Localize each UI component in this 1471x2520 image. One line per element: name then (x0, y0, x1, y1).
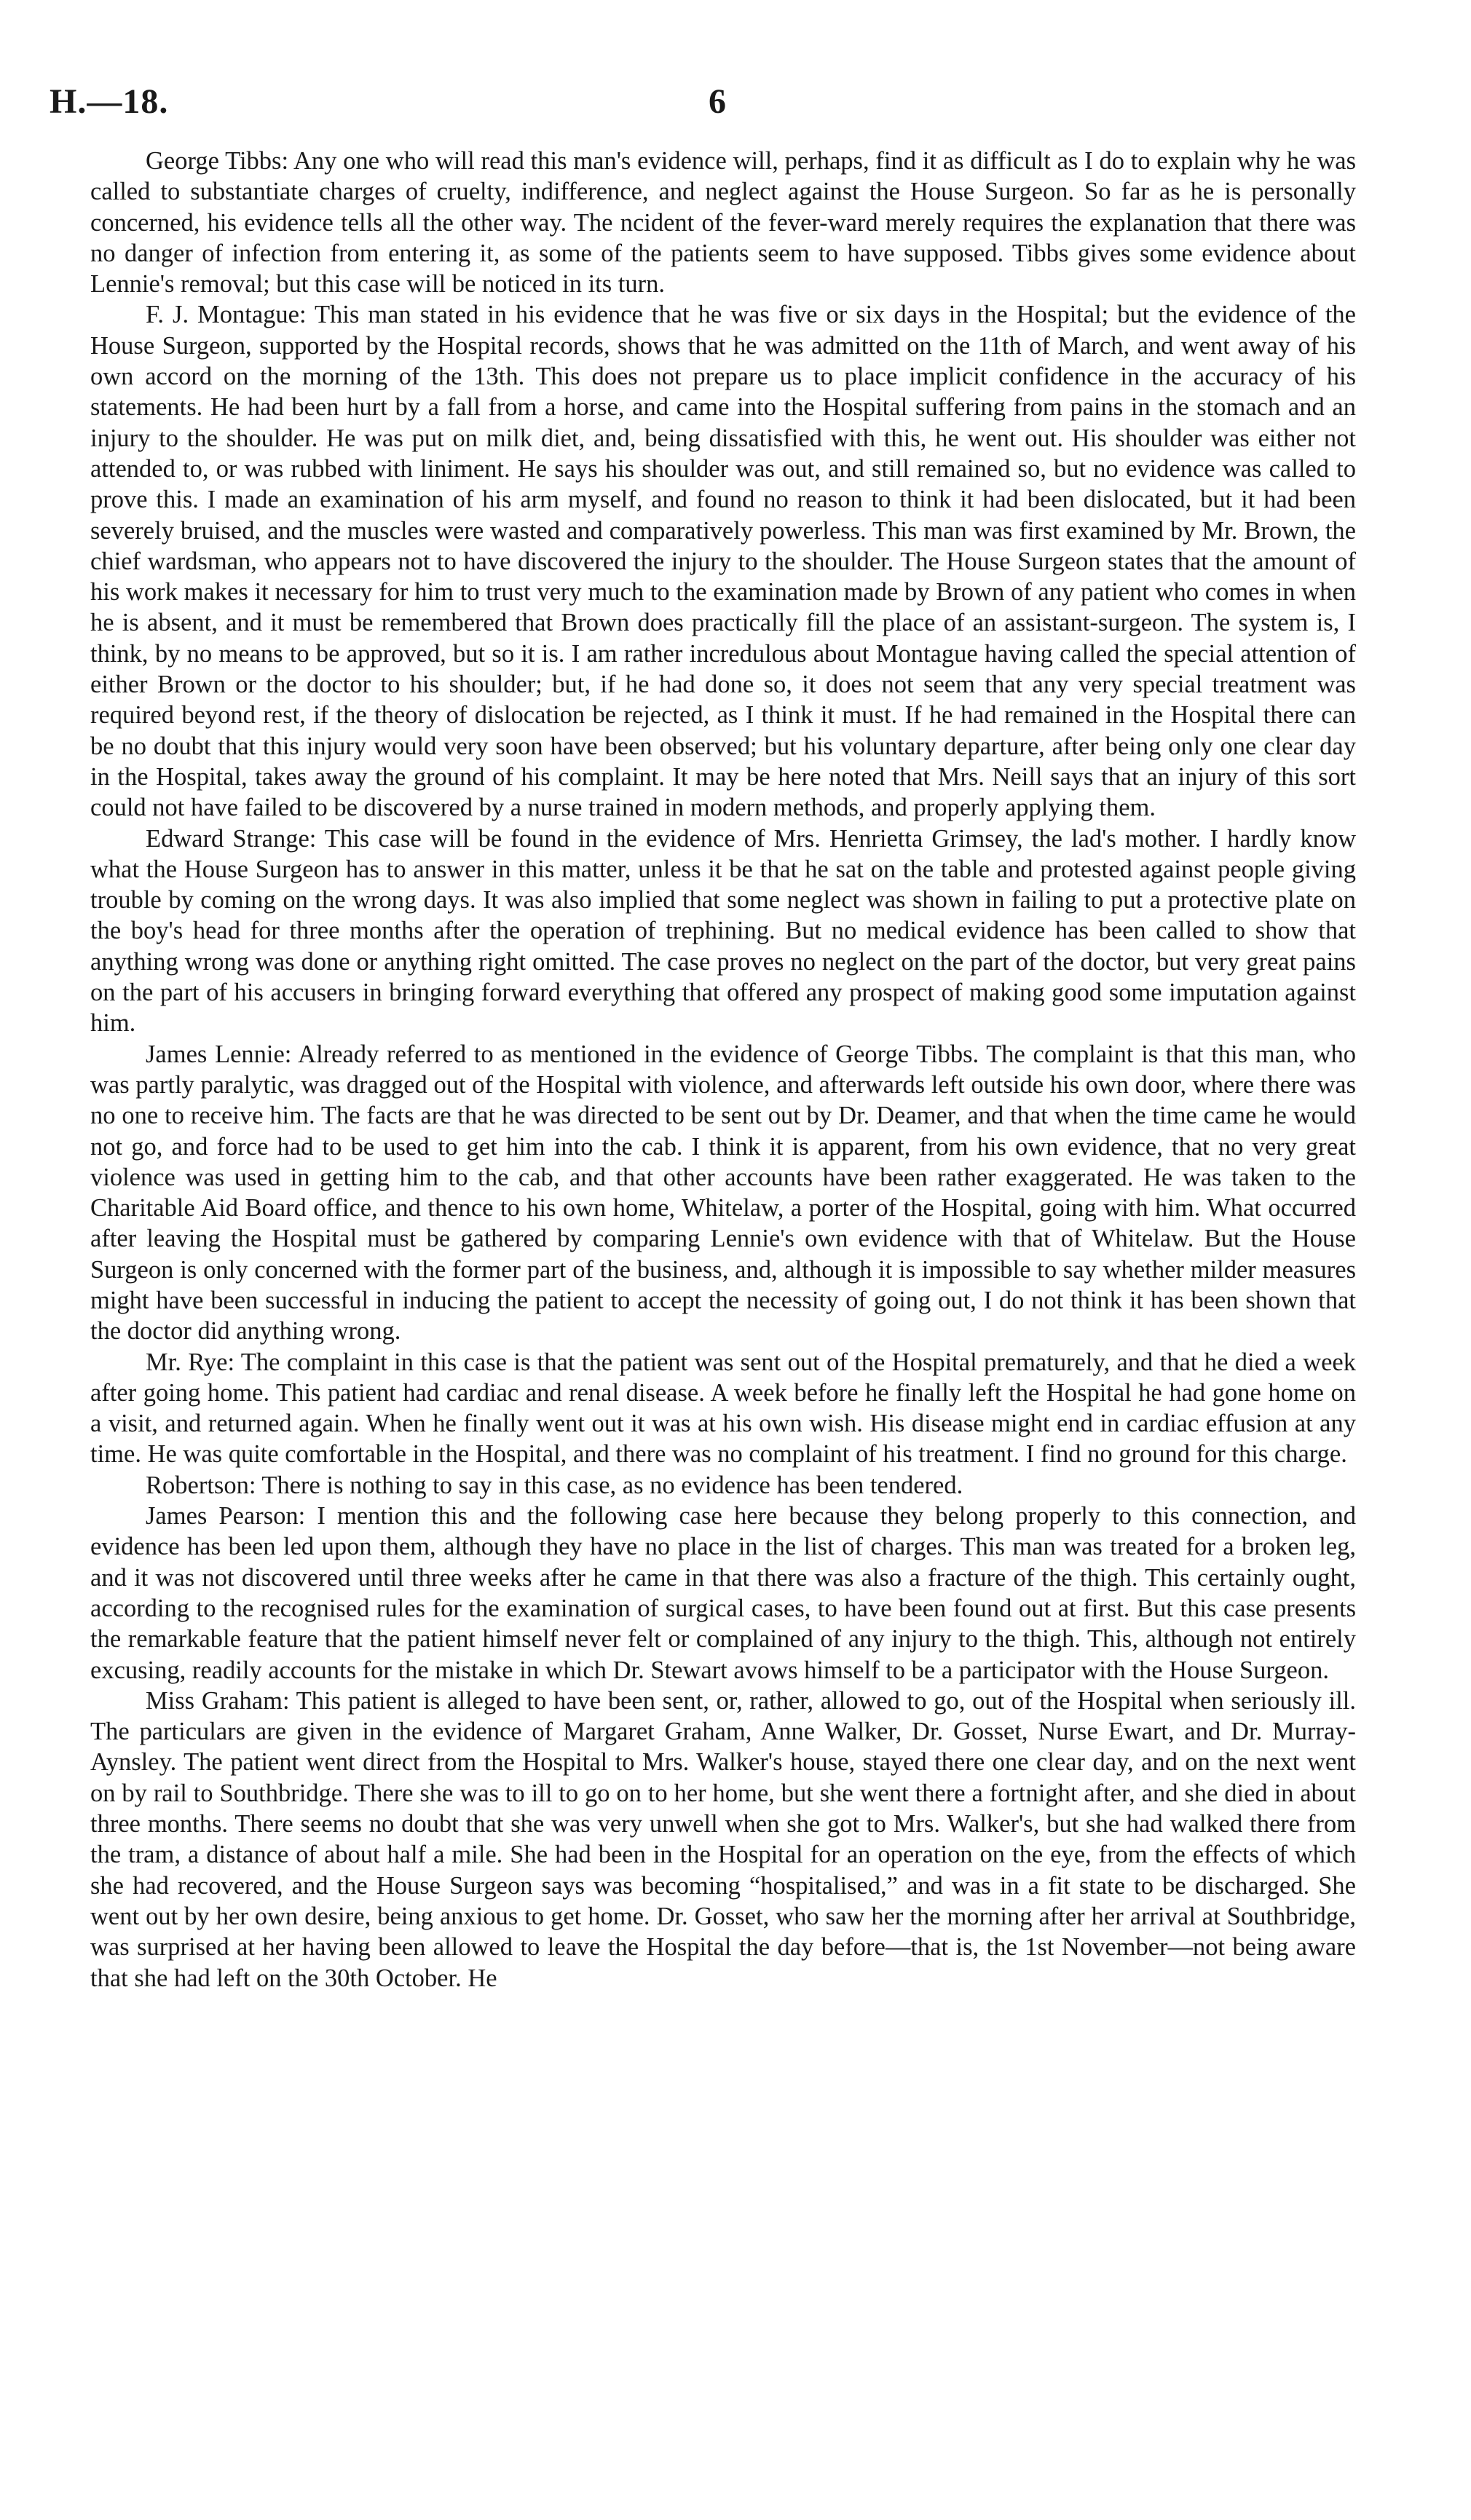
document-id: H.—18. (50, 82, 169, 121)
paragraph-text: : This man stated in his evidence that he was five or six days in the Hospital; but the evidence of the House Surgeon, supported by the Hospital records, shows that he was admitted on the 11th of March, and went away of his own accord on the morning of the 13th. This does not prepare us to place implicit confidence in the accuracy of his statements. He had been hurt by a fall from a horse, and came into the Hospital suffering from pains in the stomach and an injury to the shoulder. He was put on milk diet, and, being dissatisfied with this, he went out. His shoulder was either not attended to, or was rubbed with liniment. He says his shoulder was out, and still remained so, but no evidence was called to prove this. I made an examination of his arm myself, and found no reason to think it had been dislocated, but it had been severely bruised, and the muscles were wasted and comparatively powerless. This man was first examined by Mr. Brown, the chief wardsman, who appears not to have discovered the injury to the shoulder. The House Surgeon states that the amount of his work makes it necessary for him to trust very much to the examination made by Brown of any patient who comes in when he is absent, and it must be remembered that Brown does practically fill the place of an assistant-surgeon. The system is, I think, by no means to be approved, but so it is. I am rather incredulous about Montague having called the special attention of either Brown or the doctor to his shoulder; but, if he had done so, it does not seem that any very special treatment was required beyond rest, if the theory of dislocation be rejected, as I think it must. If he had remained in the Hospital there can be no doubt that this injury would very soon have been observed; but his voluntary departure, after being only one clear day in the Hospital, takes away the ground of his complaint. It may be here noted that Mrs. Neill says that an injury of this sort could not have failed to be discovered by a nurse trained in modern methods, and properly applying them. (90, 301, 1356, 822)
paragraph-text: : This patient is alleged to have been sent, or, rather, allowed to go, out of the Hospital when seriously ill. The particulars are given in the evidence of Margaret Graham, Anne Walker, Dr. Gosset, Nurse Ewart, and Dr. Murray-Aynsley. The patient went direct from the Hospital to Mrs. Walker's house, stayed there one clear day, and on the next went on by rail to Southbridge. There she was to ill to go on to her home, but she went there a fortnight after, and she died in about three months. There seems no doubt that she was very unwell when she got to Mrs. Walker's, but she had walked there from the tram, a distance of about half a mile. She had been in the Hospital for an operation on the eye, from the effects of which she had recovered, and the House Surgeon says was becoming “hospitalised,” and was in a fit state to be discharged. She went out by her own desire, being anxious to get home. Dr. Gosset, who saw her the morning after her arrival at Southbridge, was surprised at her having been allowed to leave the Hospital the day before—that is, the 1st November—not being aware that she had left on the 30th October. He (90, 1686, 1357, 1992)
paragraph-mr-rye (90, 1347, 1356, 1470)
paragraph-james-lennie (90, 1039, 1356, 1347)
paragraph-text: : This case will be found in the evidence of Mrs. Henrietta Grimsey, the lad's mother. I hardly know what the House Surgeon has to answer in this matter, unless it be that he sat on the table and protested against people giving trouble by coming on the wrong days. It was also implied that some neglect was shown in failing to put a protective plate on the boy's head for three months after the operation of trephining. But no medical evidence has been called to show that anything wrong was done or anything right omitted. The case proves no neglect on the part of the doctor, but very great pains on the part of his accusers in bringing forward everything that offered any prospect of making good some imputation against him. (90, 824, 1356, 1038)
speaker-name: Mr. Rye (146, 1348, 228, 1376)
paragraph-text: : I mention this and the following case here because they belong properly to this connection, and evidence has been led upon them, although they have no place in the list of charges. This man was treated for a broken leg, and it was not discovered until three weeks after he came in that there was also a fracture of the thigh. This certainly ought, according to the recognised rules for the examination of surgical cases, to have been found out at first. But this case presents the remarkable feature that the patient himself never felt or complained of any injury to the thigh. This, although not entirely excusing, readily accounts for the mistake in which Dr. Stewart avows himself to be a participator with the House Surgeon. (90, 1502, 1356, 1684)
page-number: 6 (709, 82, 726, 121)
speaker-name: Edward Strange (146, 824, 309, 853)
page-header (50, 82, 1357, 125)
paragraph-text: : Already referred to as mentioned in the evidence of George Tibbs. The complaint is that this man, who was partly paralytic, was dragged out of the Hospital with violence, and afterwards left outside his own door, where there was no one to receive him. The facts are that he was directed to be sent out by Dr. Deamer, and that when the time came he would not go, and force had to be used to get him into the cab. I think it is apparent, from his own evidence, that no very great violence was used in getting him to the cab, and that other accounts have been rather exaggerated. He was taken to the Charitable Aid Board office, and thence to his own home, Whitelaw, a porter of the Hospital, going with him. What occurred after leaving the Hospital must be gathered by comparing Lennie's own evidence with that of Whitelaw. But the House Surgeon is only concerned with the former part of the business, and, although it is impossible to say whether milder measures might have been successful in inducing the patient to accept the necessity of going out, I do not think it has been shown that the doctor did anything wrong. (90, 1040, 1356, 1346)
paragraph-text: : There is nothing to say in this case, as no evidence has been tendered. (248, 1471, 963, 1499)
paragraph-text: : The complaint in this case is that the patient was sent out of the Hospital prematurely, and that he died a week after going home. This patient had cardiac and renal disease. A week before he finally left the Hospital he had gone home on a visit, and returned again. When he finally went out it was at his own wish. His disease might end in cardiac effusion at any time. He was quite comfortable in the Hospital, and there was no complaint of his treatment. I find no ground for this charge. (90, 1348, 1356, 1469)
speaker-name: James Pearson (146, 1502, 299, 1530)
speaker-name: Miss Graham (146, 1686, 283, 1715)
paragraph-george-tibbs (90, 146, 1356, 299)
speaker-name: James Lennie (146, 1040, 285, 1068)
paragraph-f-j-montague (90, 299, 1356, 823)
speaker-name: George Tibbs (146, 147, 282, 175)
speaker-name: F. J. Montague (146, 301, 299, 329)
paragraph-text: : Any one who will read this man's evidence will, perhaps, find it as difficult as I do to explain why he was called to substantiate charges of cruelty, indifference, and neglect against the House Surgeon. So far as he is personally concerned, his evidence tells all the other way. The ncident of the fever-ward merely requires the explanation that there was no danger of infection from entering it, as some of the patients seem to have supposed. Tibbs gives some evidence about Lennie's removal; but this case will be noticed in its turn. (90, 147, 1356, 299)
body-text (90, 146, 1356, 1994)
paragraph-edward-strange (90, 823, 1356, 1039)
paragraph-robertson (90, 1470, 1356, 1501)
paragraph-miss-graham (90, 1686, 1356, 1994)
paragraph-james-pearson (90, 1501, 1356, 1686)
speaker-name: Robertson (146, 1471, 249, 1499)
